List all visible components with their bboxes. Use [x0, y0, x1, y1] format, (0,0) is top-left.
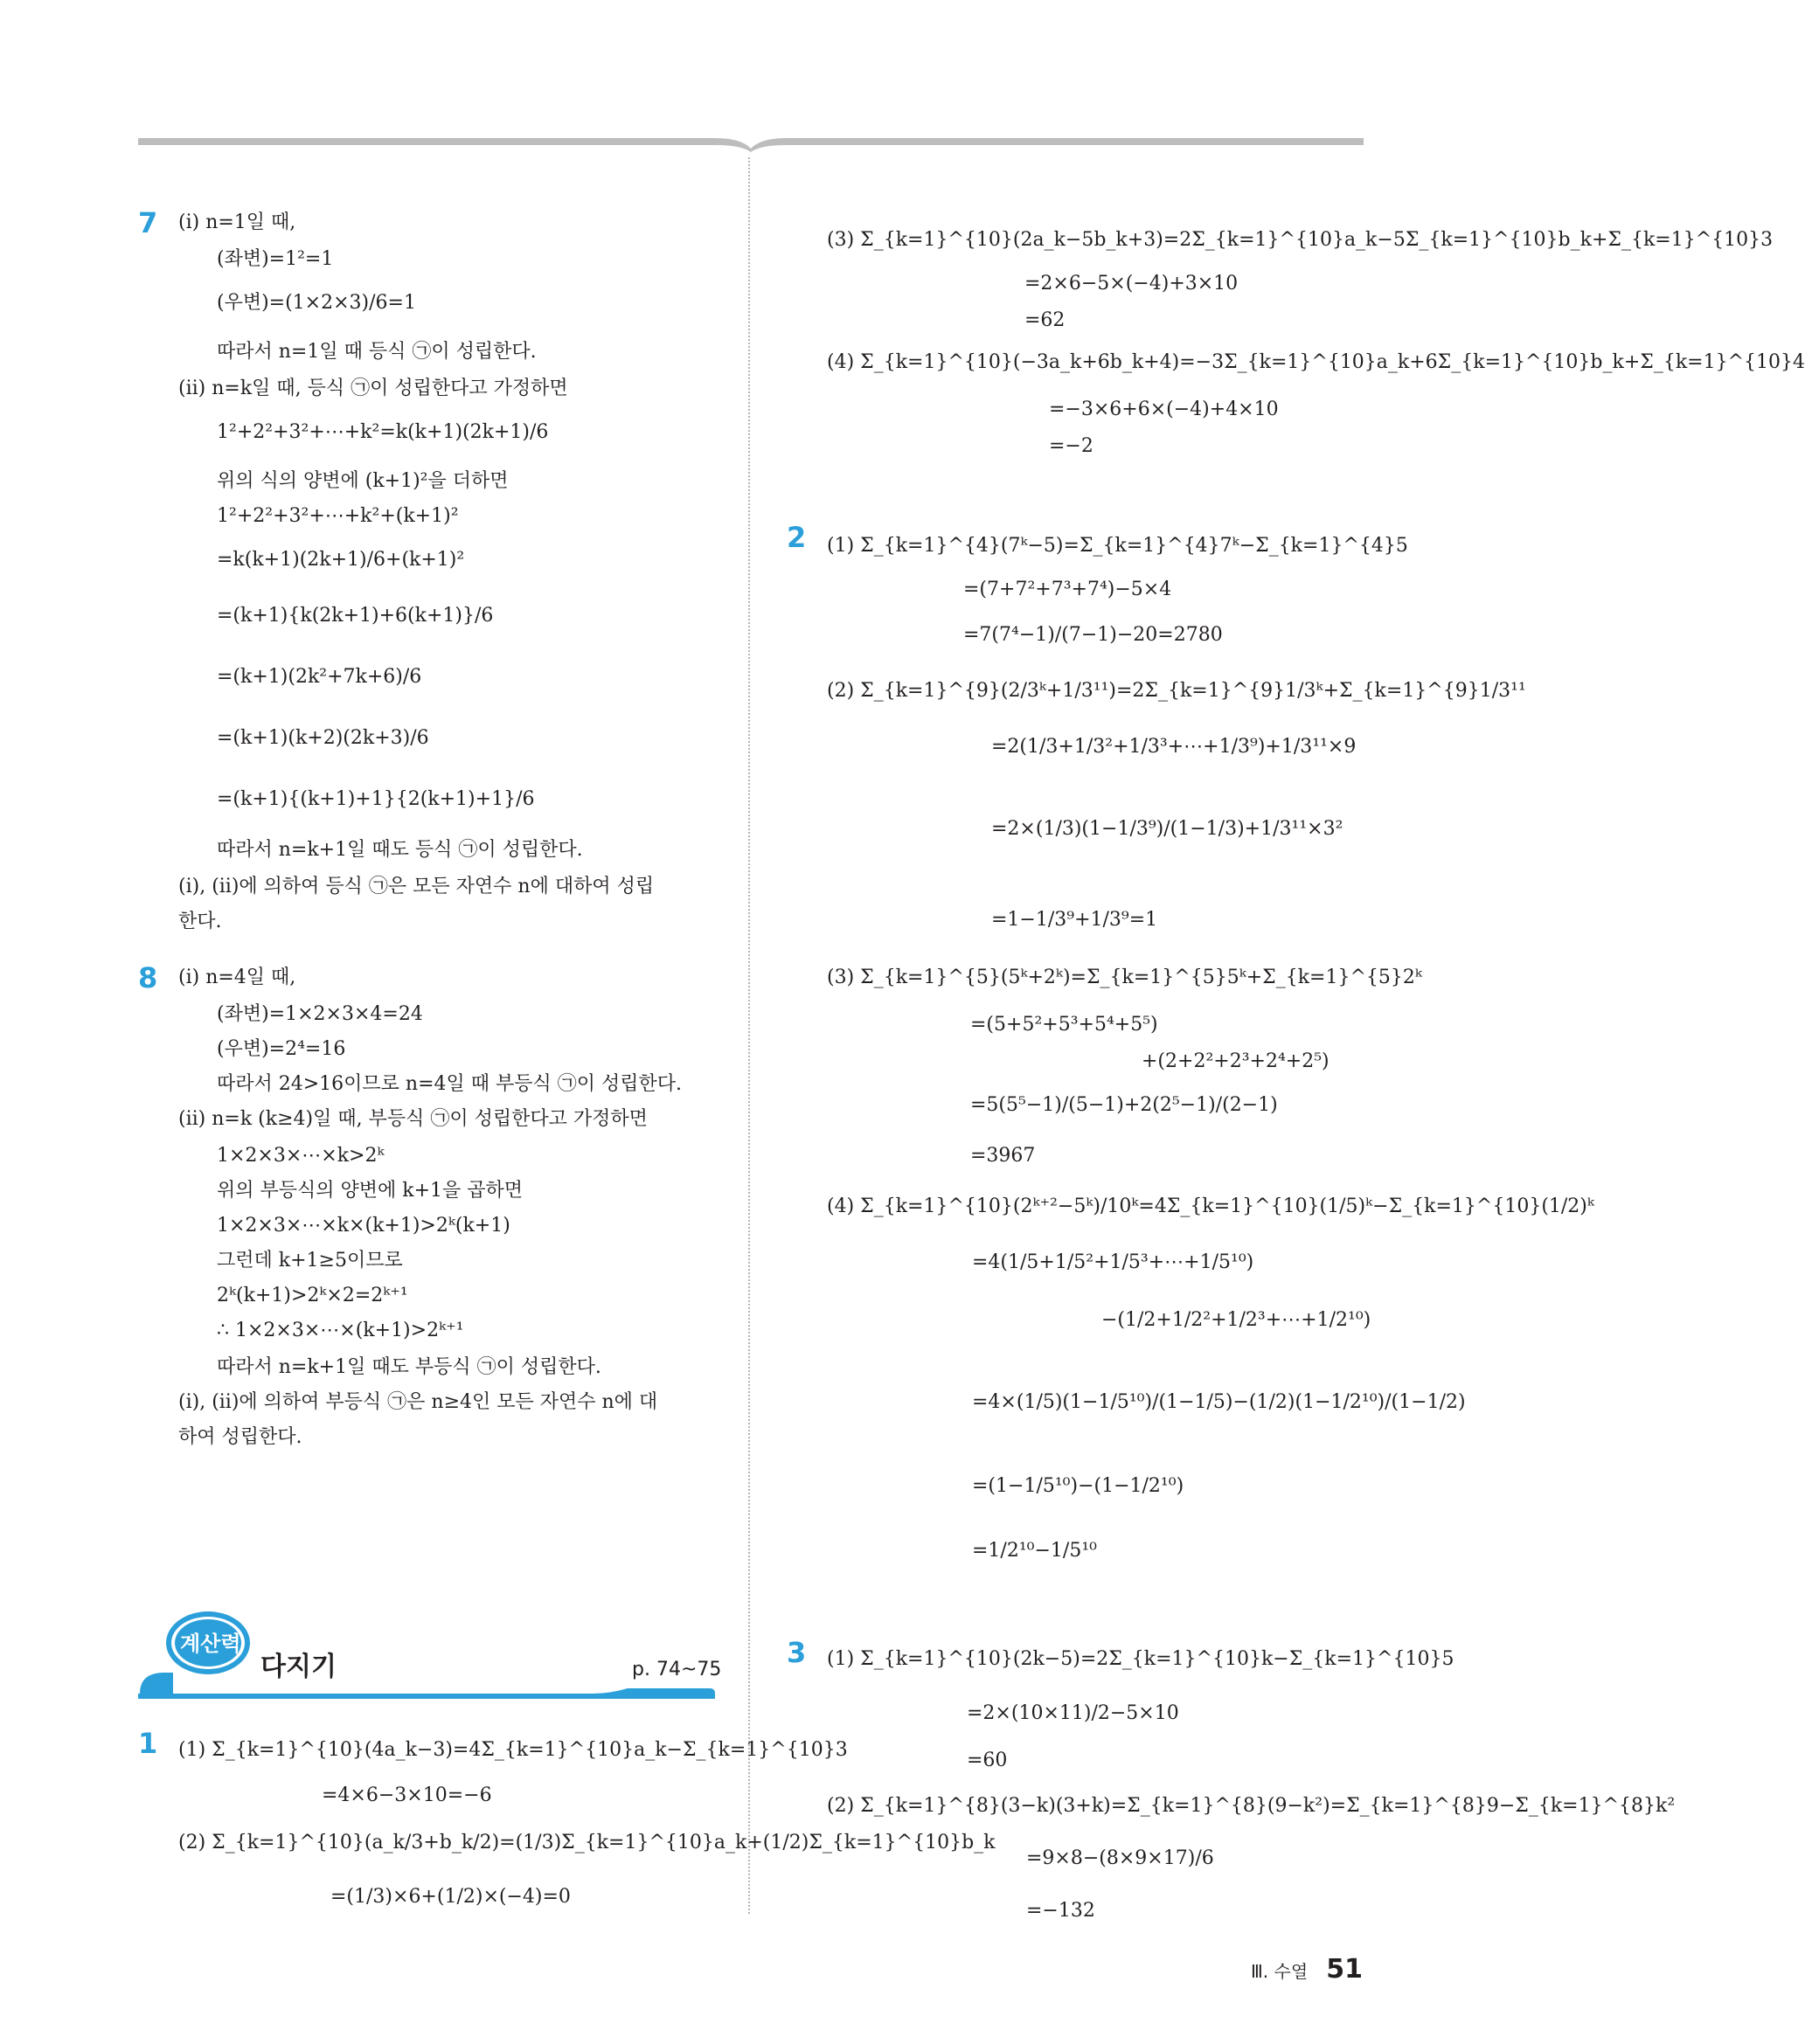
- solution-line: =k(k+1)(2k+1)/6+(k+1)²: [217, 549, 465, 571]
- solution-line: (3) Σ_{k=1}^{5}(5ᵏ+2ᵏ)=Σ_{k=1}^{5}5ᵏ+Σ_{k=1}^{5}2ᵏ: [827, 967, 1422, 988]
- problem-number: 1: [138, 1727, 158, 1760]
- banner-badge: 계산력: [180, 1632, 241, 1656]
- solution-line: =7(7⁴−1)/(7−1)−20=2780: [963, 624, 1223, 646]
- column-divider: [748, 157, 750, 1914]
- solution-line: 따라서 n=k+1일 때도 부등식 ㉠이 성립한다.: [217, 1356, 601, 1378]
- solution-line: 한다.: [178, 911, 222, 932]
- solution-line: 하여 성립한다.: [178, 1426, 302, 1448]
- solution-line: −(1/2+1/2²+1/2³+⋯+1/2¹⁰): [1101, 1309, 1371, 1331]
- solution-line: (ⅰ) n=4일 때,: [178, 967, 296, 988]
- solution-line: =(k+1){(k+1)+1}{2(k+1)+1}/6: [217, 788, 535, 810]
- solution-line: (ⅰ), (ⅱ)에 의하여 부등식 ㉠은 n≥4인 모든 자연수 n에 대: [178, 1391, 658, 1413]
- solution-line: (ⅰ), (ⅱ)에 의하여 등식 ㉠은 모든 자연수 n에 대하여 성립: [178, 876, 655, 897]
- solution-line: (1) Σ_{k=1}^{10}(2k−5)=2Σ_{k=1}^{10}k−Σ_{k=1}^{10}5: [827, 1648, 1454, 1670]
- solution-line: +(2+2²+2³+2⁴+2⁵): [1142, 1050, 1329, 1072]
- section-banner: [138, 1608, 722, 1704]
- page-footer: [1251, 1954, 1363, 1985]
- solution-line: =62: [1024, 309, 1066, 331]
- solution-line: =1−1/3⁹+1/3⁹=1: [991, 909, 1158, 931]
- solution-line: =3967: [970, 1145, 1036, 1167]
- solution-line: (1) Σ_{k=1}^{10}(4a_k−3)=4Σ_{k=1}^{10}a_k−Σ_{k=1}^{10}3: [178, 1739, 848, 1761]
- solution-line: =2(1/3+1/3²+1/3³+⋯+1/3⁹)+1/3¹¹×9: [991, 736, 1357, 758]
- solution-line: 위의 식의 양변에 (k+1)²을 더하면: [217, 470, 509, 492]
- solution-line: 1×2×3×⋯×k×(k+1)>2ᵏ(k+1): [217, 1215, 510, 1237]
- solution-line: (우변)=2⁴=16: [217, 1038, 346, 1060]
- solution-line: (ⅱ) n=k일 때, 등식 ㉠이 성립한다고 가정하면: [178, 378, 568, 399]
- solution-line: =(5+5²+5³+5⁴+5⁵): [970, 1014, 1158, 1036]
- solution-line: (ⅰ) n=1일 때,: [178, 211, 296, 233]
- solution-line: =−2: [1049, 435, 1093, 457]
- solution-line: (2) Σ_{k=1}^{10}(a_k/3+b_k/2)=(1/3)Σ_{k=1}^{10}a_k+(1/2)Σ_{k=1}^{10}b_k: [178, 1832, 996, 1853]
- solution-line: =5(5⁵−1)/(5−1)+2(2⁵−1)/(2−1): [970, 1094, 1278, 1116]
- solution-line: =(1−1/5¹⁰)−(1−1/2¹⁰): [972, 1475, 1184, 1497]
- solution-line: =4(1/5+1/5²+1/5³+⋯+1/5¹⁰): [972, 1251, 1254, 1273]
- problem-number: 3: [787, 1636, 807, 1669]
- problem-number: 2: [787, 521, 807, 554]
- solution-line: (3) Σ_{k=1}^{10}(2a_k−5b_k+3)=2Σ_{k=1}^{10}a_k−5Σ_{k=1}^{10}b_k+Σ_{k=1}^{10}3: [827, 229, 1774, 251]
- solution-line: =2×(10×11)/2−5×10: [967, 1702, 1179, 1724]
- solution-line: (우변)=(1×2×3)/6=1: [217, 292, 416, 314]
- solution-line: (4) Σ_{k=1}^{10}(2ᵏ⁺²−5ᵏ)/10ᵏ=4Σ_{k=1}^{10}(1/5)ᵏ−Σ_{k=1}^{10}(1/2)ᵏ: [827, 1195, 1594, 1217]
- solution-line: =2×6−5×(−4)+3×10: [1024, 273, 1239, 294]
- solution-line: =9×8−(8×9×17)/6: [1026, 1847, 1214, 1869]
- solution-line: (ⅱ) n=k (k≥4)일 때, 부등식 ㉠이 성립한다고 가정하면: [178, 1108, 648, 1130]
- solution-line: =−132: [1026, 1900, 1095, 1922]
- solution-line: =(k+1)(2k²+7k+6)/6: [217, 666, 422, 688]
- top-divider-bar: [138, 131, 1364, 152]
- solution-line: (좌변)=1×2×3×4=24: [217, 1003, 423, 1025]
- banner-pages: p. 74~75: [632, 1659, 722, 1680]
- solution-line: (1) Σ_{k=1}^{4}(7ᵏ−5)=Σ_{k=1}^{4}7ᵏ−Σ_{k=1}^{4}5: [827, 535, 1408, 557]
- solution-line: =4×6−3×10=−6: [322, 1784, 492, 1806]
- banner-title: 다지기: [260, 1652, 337, 1682]
- solution-line: (4) Σ_{k=1}^{10}(−3a_k+6b_k+4)=−3Σ_{k=1}^{10}a_k+6Σ_{k=1}^{10}b_k+Σ_{k=1}^{10}4: [827, 351, 1805, 373]
- solution-line: (2) Σ_{k=1}^{9}(2/3ᵏ+1/3¹¹)=2Σ_{k=1}^{9}1/3ᵏ+Σ_{k=1}^{9}1/3¹¹: [827, 680, 1526, 702]
- solution-line: =(k+1)(k+2)(2k+3)/6: [217, 727, 429, 749]
- solution-line: =4×(1/5)(1−1/5¹⁰)/(1−1/5)−(1/2)(1−1/2¹⁰)/(1−1/2): [972, 1391, 1466, 1413]
- solution-line: =(k+1){k(2k+1)+6(k+1)}/6: [217, 605, 494, 627]
- solution-line: =(7+7²+7³+7⁴)−5×4: [963, 579, 1172, 600]
- solution-line: 1²+2²+3²+⋯+k²=k(k+1)(2k+1)/6: [217, 421, 549, 443]
- solution-line: =2×(1/3)(1−1/3⁹)/(1−1/3)+1/3¹¹×3²: [991, 818, 1343, 840]
- page-number: 51: [1326, 1954, 1363, 1985]
- solution-line: 1×2×3×⋯×k>2ᵏ: [217, 1145, 385, 1167]
- solution-line: (2) Σ_{k=1}^{8}(3−k)(3+k)=Σ_{k=1}^{8}(9−k²)=Σ_{k=1}^{8}9−Σ_{k=1}^{8}k²: [827, 1795, 1676, 1817]
- problem-number: 7: [138, 206, 158, 239]
- solution-line: 2ᵏ(k+1)>2ᵏ×2=2ᵏ⁺¹: [217, 1285, 408, 1306]
- solution-line: 그런데 k+1≥5이므로: [217, 1250, 403, 1271]
- solution-line: 따라서 n=1일 때 등식 ㉠이 성립한다.: [217, 341, 537, 363]
- chapter-label: Ⅲ. 수열: [1251, 1961, 1309, 1982]
- solution-line: (좌변)=1²=1: [217, 248, 334, 270]
- solution-line: =(1/3)×6+(1/2)×(−4)=0: [330, 1886, 571, 1908]
- problem-number: 8: [138, 961, 158, 994]
- solution-line: =−3×6+6×(−4)+4×10: [1049, 398, 1279, 420]
- solution-line: =1/2¹⁰−1/5¹⁰: [972, 1540, 1097, 1562]
- solution-line: 따라서 n=k+1일 때도 등식 ㉠이 성립한다.: [217, 839, 583, 861]
- solution-line: ∴ 1×2×3×⋯×(k+1)>2ᵏ⁺¹: [217, 1320, 464, 1341]
- solution-line: 위의 부등식의 양변에 k+1을 곱하면: [217, 1180, 524, 1202]
- solution-line: =60: [967, 1750, 1008, 1771]
- solution-line: 1²+2²+3²+⋯+k²+(k+1)²: [217, 505, 459, 527]
- solution-line: 따라서 24>16이므로 n=4일 때 부등식 ㉠이 성립한다.: [217, 1073, 683, 1095]
